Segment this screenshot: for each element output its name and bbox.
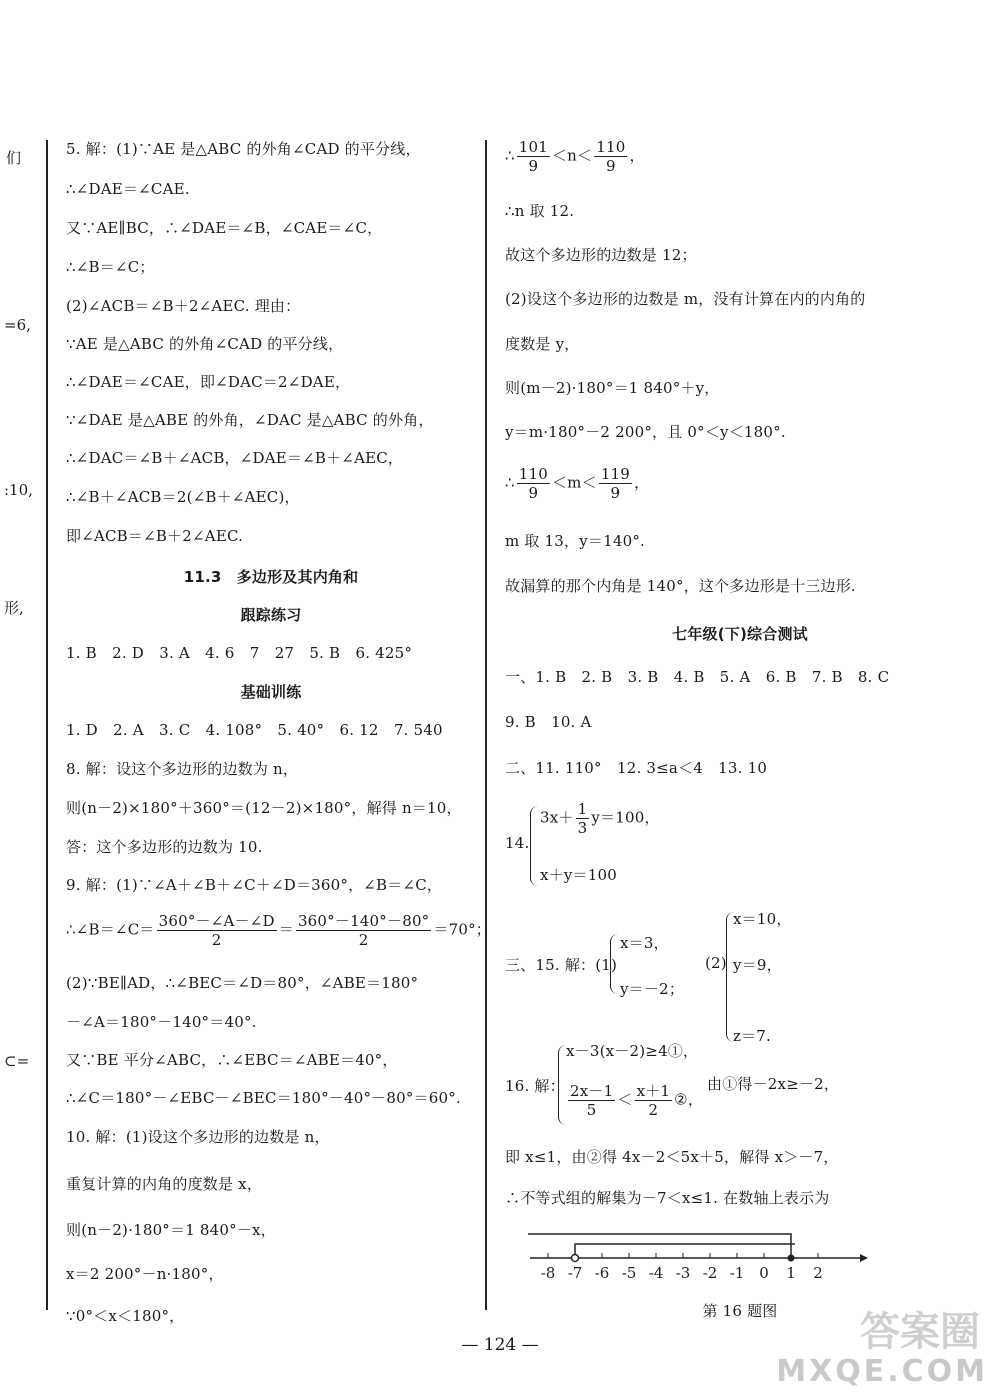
text-line: ∴∠B＋∠ACB＝2(∠B＋∠AEC)， [66, 488, 300, 506]
equation-line: y＝－2； [620, 980, 685, 998]
text-line: －∠A＝180°－140°＝40°. [66, 1013, 257, 1031]
solution-bracket-closed [528, 1234, 791, 1258]
watermark-logo: 答案圈 [860, 1309, 980, 1355]
open-endpoint [572, 1255, 579, 1262]
margin-fragment: 形, [4, 599, 24, 617]
text-line: x＝2 200°－n·180°， [66, 1265, 224, 1283]
text-line: 5. 解：(1)∵AE 是△ABC 的外角∠CAD 的平分线， [66, 140, 421, 158]
text-line: y＝m·180°－2 200°，且 0°＜y＜180°. [505, 423, 786, 441]
tick-label: -1 [729, 1264, 745, 1282]
question-label: 三、15. 解：(1) [505, 956, 618, 974]
text-line: 即 x≤1，由②得 4x－2＜5x＋5，解得 x＞－7， [505, 1148, 839, 1166]
number-line-figure [500, 1220, 900, 1290]
test-title: 七年级(下)综合测试 [672, 625, 808, 643]
answer-line: 二、11. 110° 12. 3≤a＜4 13. 10 [505, 759, 768, 777]
tick-label: -4 [648, 1264, 664, 1282]
text-line: ∴n 取 12. [505, 202, 575, 220]
fraction-inequality: ∴ $\frac{110}{9}$ ＜m＜ $\frac{119}{9}$ ， [505, 465, 650, 502]
text-line: 度数是 y， [505, 335, 580, 353]
section-title: 11.3 多边形及其内角和 [183, 568, 359, 586]
text-line: 又∵BE 平分∠ABC，∴∠EBC＝∠ABE＝40°， [66, 1051, 398, 1069]
tick-label: 0 [759, 1264, 769, 1282]
tick-label: -2 [702, 1264, 718, 1282]
text-line: (2)设这个多边形的边数是 m，没有计算在内的内角的 [505, 290, 866, 308]
fraction-equation: ∴∠B＝∠C＝ $\frac{360^\circ-\angle A-\angle D}{2}$ ＝ $\frac{360^\circ-140^\circ-80^\circ}{2}$ ＝70°； [66, 912, 491, 949]
text-line: 10. 解：(1)设这个多边形的边数是 n， [66, 1128, 330, 1146]
tick-label: -3 [675, 1264, 691, 1282]
question-label: 16. 解： [505, 1077, 565, 1095]
column-rule-middle [485, 140, 487, 1310]
subsection-title: 基础训练 [240, 683, 302, 701]
margin-fragment: ⊂= [4, 1052, 30, 1070]
text-line: 则(m－2)·180°＝1 840°＋y， [505, 379, 720, 397]
text-line: ∴∠C＝180°－∠EBC－∠BEC＝180°－40°－80°＝60°. [66, 1089, 461, 1107]
answer-line: 一、1. B 2. B 3. B 4. B 5. A 6. B 7. B 8. C [505, 668, 890, 686]
answer-line: 1. D 2. A 3. C 4. 108° 5. 40° 6. 12 7. 540 [66, 721, 443, 739]
tick-label: -5 [621, 1264, 637, 1282]
text-line: m 取 13，y＝140°. [505, 532, 646, 550]
text-line: 即∠ACB＝∠B＋2∠AEC. [66, 527, 244, 545]
question-label: 14. [505, 834, 530, 852]
text-line: 故这个多边形的边数是 12； [505, 246, 697, 264]
text-line: (2)∵BE∥AD，∴∠BEC＝∠D＝80°，∠ABE＝180° [66, 974, 419, 992]
figure-caption: 第 16 题图 [702, 1302, 778, 1320]
page-number: — 124 — [461, 1335, 539, 1355]
brace [610, 934, 619, 994]
brace [726, 912, 735, 1042]
tick-label: 2 [813, 1264, 823, 1282]
margin-fragment: =6, [4, 316, 31, 334]
text-line: 故漏算的那个内角是 140°，这个多边形是十三边形. [505, 577, 856, 595]
text-line: 则(n－2)·180°＝1 840°－x， [66, 1221, 276, 1239]
text-line: ∵0°＜x＜180°， [66, 1307, 185, 1325]
tick-label: -6 [594, 1264, 610, 1282]
text-line: ∴∠DAC＝∠B＋∠ACB，∠DAE＝∠B＋∠AEC， [66, 449, 404, 467]
text-line: ∴不等式组的解集为－7＜x≤1. 在数轴上表示为 [505, 1189, 830, 1207]
equation-line: x＝10， [733, 910, 792, 928]
fraction-inequality: ∴ $\frac{101}{9}$ ＜n＜ $\frac{110}{9}$ ， [505, 138, 645, 175]
solution-bracket-open [575, 1244, 795, 1258]
text-line: 8. 解：设这个多边形的边数为 n， [66, 760, 299, 778]
equation-line: z＝7. [733, 1027, 772, 1045]
text-line: ∵∠DAE 是△ABE 的外角，∠DAC 是△ABC 的外角， [66, 411, 434, 429]
text-line: ∴∠B＝∠C； [66, 258, 155, 276]
text-line: 由①得－2x≥－2， [707, 1075, 840, 1093]
text-line: 重复计算的内角的度数是 x， [66, 1175, 263, 1193]
answer-line: 1. B 2. D 3. A 4. 6 7 27 5. B 6. 425° [66, 644, 413, 662]
equation-line: y＝9， [733, 956, 782, 974]
equation-line: x＋y＝100 [540, 866, 617, 884]
text-line: ∴∠DAE＝∠CAE. [66, 180, 190, 198]
text-line: ∵AE 是△ABC 的外角∠CAD 的平分线， [66, 335, 344, 353]
watermark-text: MXQE.COM [776, 1354, 988, 1389]
tick-label: -7 [567, 1264, 583, 1282]
text-line: 答：这个多边形的边数为 10. [66, 838, 263, 856]
equation-line: $\frac{2x-1}{5}$ ＜ $\frac{x+1}{2}$ ②， [570, 1082, 704, 1119]
axis-arrow [860, 1254, 868, 1262]
text-line: (2)∠ACB＝∠B＋2∠AEC. 理由： [66, 297, 301, 315]
tick-label: -8 [540, 1264, 556, 1282]
equation-line: x－3(x－2)≥4①， [566, 1042, 699, 1060]
text-line: 9. 解：(1)∵∠A＋∠B＋∠C＋∠D＝360°，∠B＝∠C， [66, 876, 443, 894]
equation-line: 3x＋ $\frac{1}{3}$ y＝100， [540, 800, 660, 837]
text-line: 则(n－2)×180°＋360°＝(12－2)×180°，解得 n＝10， [66, 799, 462, 817]
subsection-title: 跟踪练习 [240, 606, 302, 624]
text-line: ∴∠DAE＝∠CAE，即∠DAC＝2∠DAE， [66, 373, 351, 391]
brace [530, 806, 539, 886]
closed-endpoint [788, 1255, 795, 1262]
text-line: 又∵AE∥BC，∴∠DAE＝∠B，∠CAE＝∠C， [66, 219, 383, 237]
answer-line: 9. B 10. A [505, 713, 592, 731]
margin-fragment: 们 [6, 149, 22, 167]
tick-label: 1 [786, 1264, 796, 1282]
margin-fragment: :10, [4, 481, 33, 499]
question-label: (2) [705, 954, 727, 972]
equation-line: x＝3， [620, 934, 669, 952]
column-rule-left [46, 140, 48, 1310]
